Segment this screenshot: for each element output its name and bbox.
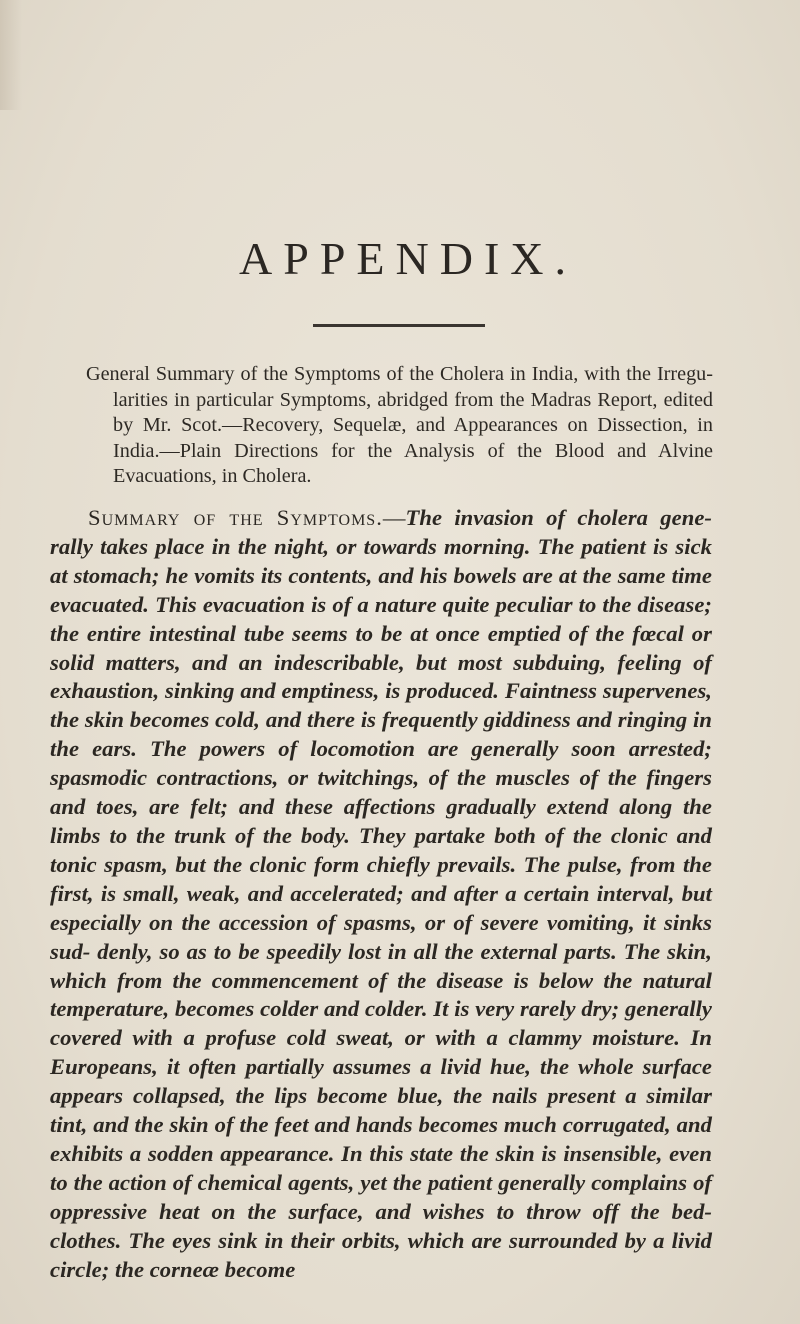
page-title: APPENDIX. <box>239 233 577 284</box>
title-divider <box>313 324 485 327</box>
section-lead: Summary of the Symptoms. <box>88 505 383 530</box>
lead-dash: — <box>382 505 406 530</box>
paragraph-text: The invasion of cholera gene- rally takes place in the night, or towards morning. The patient is sick at stomach; he vomits its contents, and his bowels are at the same time evacuated. This evacuation is of a nature quite peculiar to the disease; the entire intestinal tube seems to be at once emptied of the fœcal or solid matters, and an indescribable, but most subduing, feeling of exhaustion, sinking and emptiness, is produced. Faintness supervenes, the skin becomes cold, and there is frequently giddiness and ringing in the ears. The powers of locomotion are generally soon arrested; spasmodic contractions, or twitchings, of the muscles of the fingers and toes, are felt; and these affections gradually extend along the limbs to the trunk of the body. They partake both of the clonic and tonic spasm, but the clonic form chiefly prevails. The pulse, from the first, is small, weak, and accelerated; and after a certain interval, but especially on the accession of spasms, or of severe vomiting, it sinks sud- denly, so as to be speedily lost in all the external parts. The skin, which from the commencement of the disease is below the natural temperature, becomes colder and colder. It is very rarely dry; generally covered with a profuse cold sweat, or with a clammy moisture. In Europeans, it often partially assumes a livid hue, the whole surface appears collapsed, the lips become blue, the nails present a similar tint, and the skin of the feet and hands becomes much corrugated, and exhibits a sodden appearance. In this state the skin is insensible, even to the action of chemical agents, yet the patient generally complains of oppressive heat on the surface, and wishes to throw off the bed-clothes. The eyes sink in their orbits, which are surrounded by a livid circle; the corneæ become <box>50 505 712 1282</box>
page-edge-stain <box>0 0 22 110</box>
body-paragraph <box>50 504 712 1284</box>
chapter-summary: General Summary of the Symptoms of the Cholera in India, with the Irregu- larities in particular Symptoms, abridged from the Madras Report, edited by Mr. Scot.—Recovery, Sequelæ, and Appearances on Dissection, in India.—Plain Directions for the Analysis of the Blood and Alvine Evacuations, in Cholera. <box>86 363 713 487</box>
